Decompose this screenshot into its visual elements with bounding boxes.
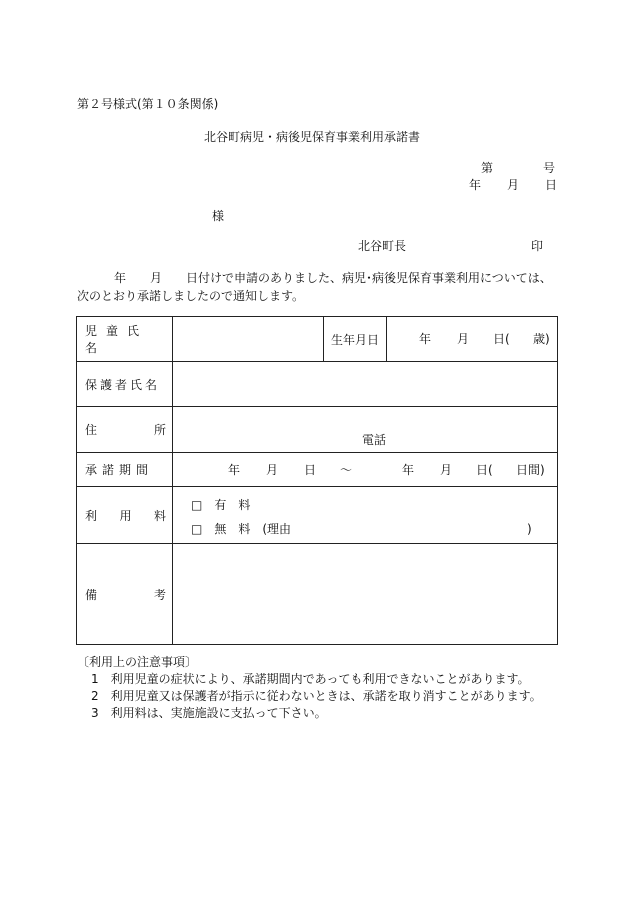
address-label-ju: 住: [85, 423, 98, 437]
guardian-name-label-cell: [77, 362, 173, 407]
row-guardian-name: [77, 362, 558, 407]
form-number: 第２号様式(第１０条関係): [77, 97, 219, 111]
approval-form-table: [76, 316, 558, 645]
child-name-label-cell: [77, 317, 173, 362]
remarks-label-cell: 備 考: [77, 544, 173, 645]
note-item-3: 3 利用料は、実施施設に支払って下さい。: [91, 706, 327, 720]
row-remarks: [77, 544, 558, 645]
doc-number-go: 号: [543, 161, 556, 175]
row-child-name: [77, 317, 558, 362]
date-hi: 日: [545, 178, 558, 192]
body-text-line-2: 次のとおり承諾しましたので通知します。: [77, 289, 305, 303]
row-usage-fee: [77, 487, 558, 544]
usage-fee-field: [173, 487, 558, 544]
birth-date-label: 生年月日: [324, 317, 387, 362]
doc-number-dai: 第: [481, 161, 494, 175]
fee-reason-close: ): [527, 522, 532, 536]
fee-paid-checkbox[interactable]: □ 有 料: [191, 498, 251, 512]
row-approval-period: [77, 453, 558, 487]
document-title: 北谷町病児・病後児保育事業利用承諾書: [204, 130, 421, 144]
phone-label: 電話: [362, 433, 387, 447]
period-label-cell: [77, 453, 173, 487]
guardian-name-label: 保護者氏名: [85, 377, 161, 392]
seal-mark: 印: [531, 239, 544, 253]
guardian-name-field[interactable]: [173, 362, 558, 407]
note-item-1: 1 利用児童の症状により、承諾期間内であっても利用できないことがあります。: [91, 672, 530, 686]
address-label-sho: 所: [153, 423, 166, 437]
addressee-suffix: 様: [212, 209, 225, 223]
approval-period-field[interactable]: 年 月 日 ～ 年 月 日( 日間): [173, 453, 558, 487]
fee-free-checkbox[interactable]: □ 無 料 (理由: [191, 522, 292, 536]
birth-date-field[interactable]: 年 月 日( 歳): [387, 317, 558, 362]
notes-heading: 〔利用上の注意事項〕: [77, 655, 198, 669]
date-nen: 年: [469, 178, 482, 192]
fee-label-cell: 利 用 料: [77, 487, 173, 544]
period-label: 承諾期間: [85, 463, 154, 477]
date-tsuki: 月: [507, 178, 520, 192]
address-label-cell: [77, 407, 173, 453]
period-tilde: ～: [340, 462, 353, 477]
row-address: [77, 407, 558, 453]
child-name-label: 児童氏名: [85, 324, 149, 355]
body-text-line-1: 年 月 日付けで申請のありました、病児･病後児保育事業利用については、: [114, 271, 552, 285]
note-item-2: 2 利用児童又は保護者が指示に従わないときは、承諾を取り消すことがあります。: [91, 689, 542, 703]
issuer-name: 北谷町長: [358, 239, 407, 253]
remarks-field[interactable]: [173, 544, 558, 645]
address-field[interactable]: [173, 407, 558, 453]
child-name-field[interactable]: [173, 317, 324, 362]
